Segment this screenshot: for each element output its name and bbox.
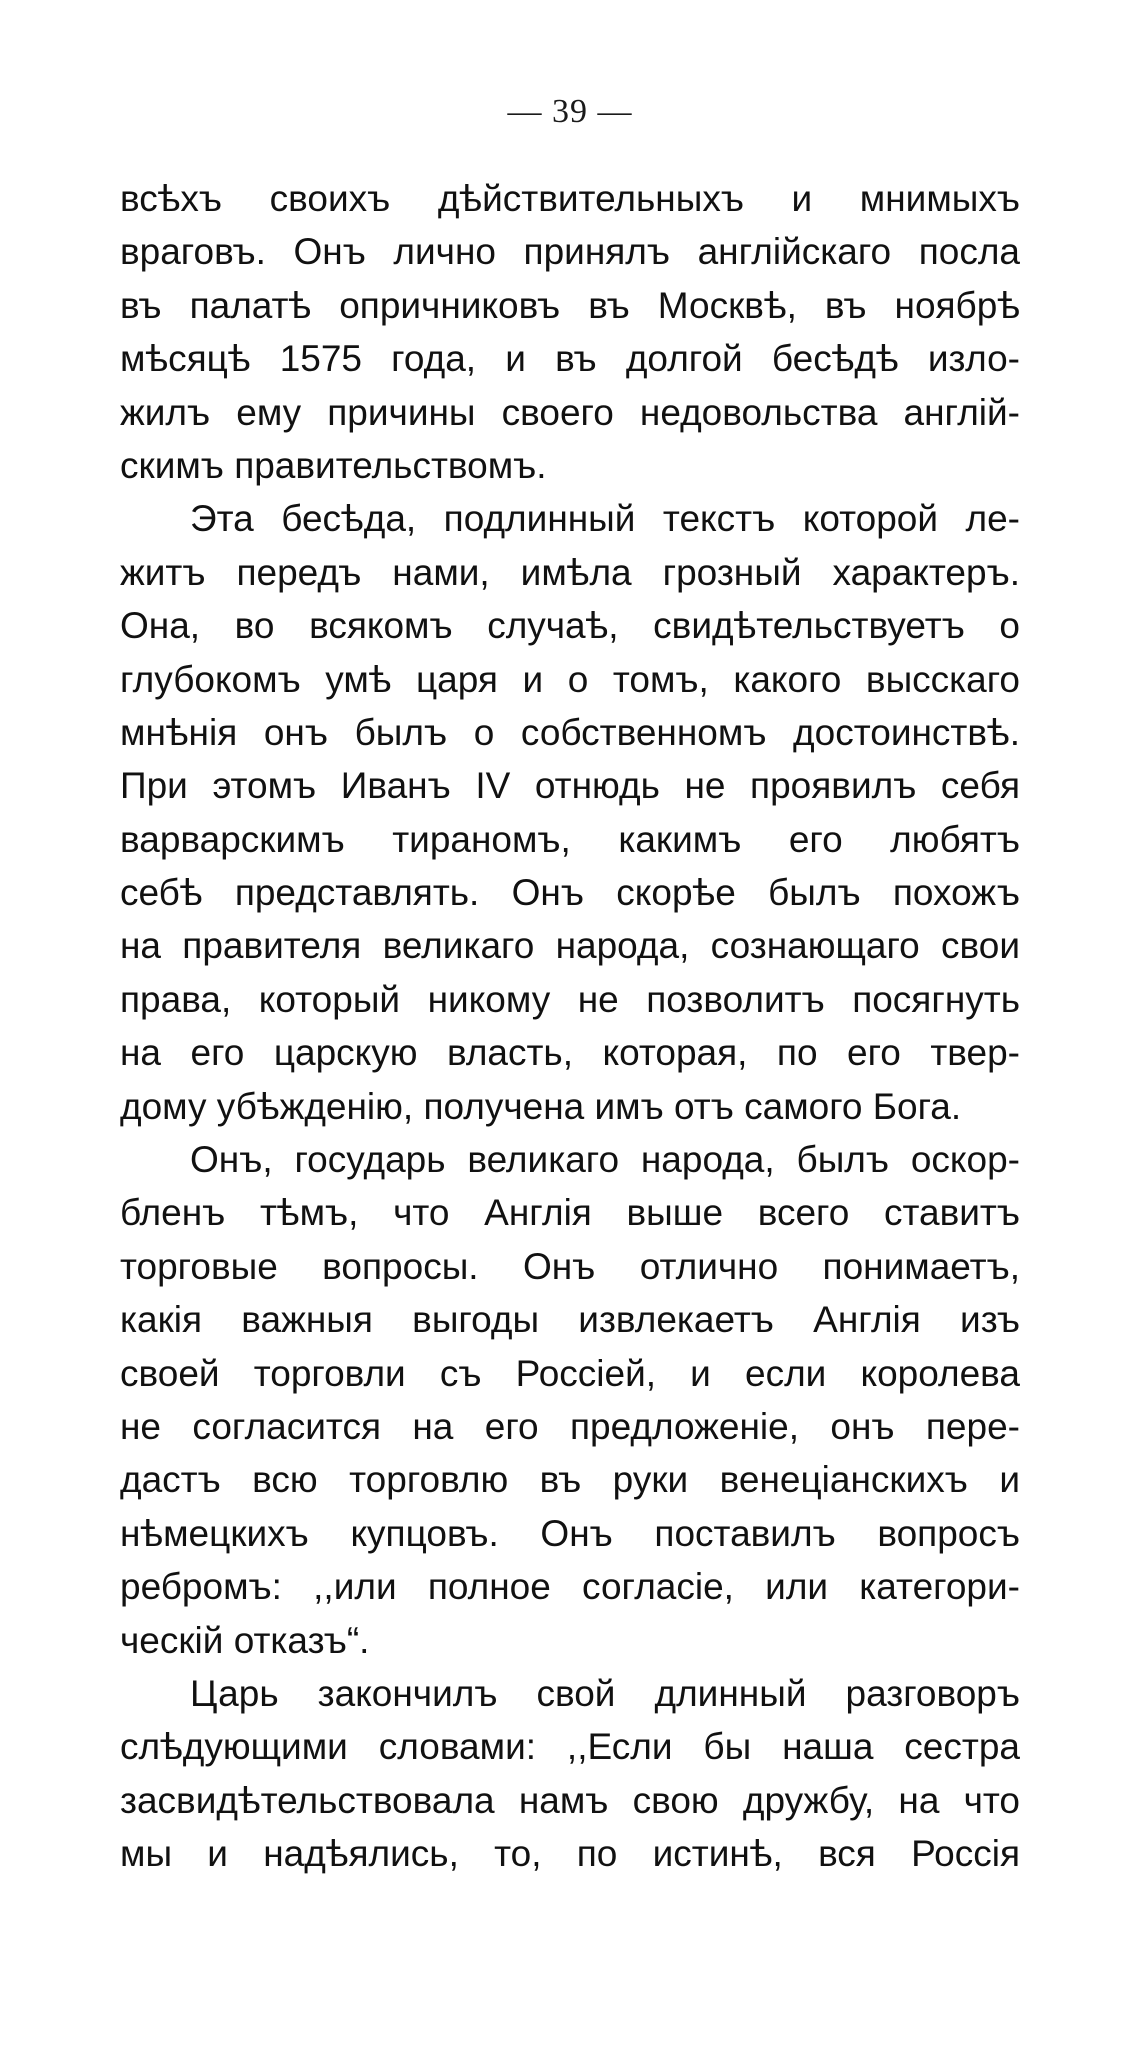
text-line: враговъ. Онъ лично принялъ англійскаго посла: [120, 231, 1020, 273]
text-line: варварскимъ тираномъ, какимъ его любятъ: [120, 818, 1020, 860]
text-line: на правителя великаго народа, сознающаго свои: [120, 925, 1020, 967]
page-number: — 39 —: [507, 93, 633, 130]
paragraph-3: [120, 1133, 1020, 1667]
text-line: себѣ представлять. Онъ скорѣе былъ похожъ: [120, 872, 1020, 914]
text-line: ческій отказъ“.: [120, 1619, 370, 1661]
text-line: всѣхъ своихъ дѣйствительныхъ и мнимыхъ: [120, 178, 1020, 219]
paragraph-2: [120, 492, 1020, 1133]
text-line: При этомъ Иванъ IV отнюдь не проявилъ себя: [120, 765, 1020, 807]
text-line: какія важныя выгоды извлекаетъ Англія изъ: [120, 1299, 1020, 1341]
text-line: не согласится на его предложеніе, онъ пере-: [120, 1405, 1020, 1447]
text-line: Она, во всякомъ случаѣ, свидѣтельствуетъ о: [120, 605, 1020, 647]
text-line: жилъ ему причины своего недовольства англій-: [120, 391, 1020, 433]
text-line: мѣсяцѣ 1575 года, и въ долгой бесѣдѣ изло-: [120, 338, 1020, 380]
text-line: глубокомъ умѣ царя и о томъ, какого высскаго: [120, 658, 1020, 700]
text-line: ребромъ: ,,или полное согласіе, или категори-: [120, 1566, 1020, 1608]
text-line: засвидѣтельствовала намъ свою дружбу, на что: [120, 1779, 1020, 1821]
paragraph-1: [120, 172, 1020, 492]
text-line: дому убѣжденію, получена имъ отъ самого Бога.: [120, 1085, 962, 1127]
text-line: мнѣнія онъ былъ о собственномъ достоинствѣ.: [120, 711, 1020, 753]
text-line: права, который никому не позволитъ посягнуть: [120, 978, 1020, 1020]
paragraph-4: [120, 1667, 1020, 1881]
text-line: Эта бесѣда, подлинный текстъ которой ле-: [190, 498, 1020, 540]
text-line: Царь закончилъ свой длинный разговоръ: [190, 1672, 1020, 1714]
text-line: на его царскую власть, которая, по его твер-: [120, 1032, 1020, 1074]
text-line: въ палатѣ опричниковъ въ Москвѣ, въ ноябрѣ: [120, 284, 1020, 326]
body-text: [120, 172, 1020, 1881]
text-line: своей торговли съ Россіей, и если королева: [120, 1352, 1020, 1394]
text-line: нѣмецкихъ купцовъ. Онъ поставилъ вопросъ: [120, 1512, 1020, 1554]
text-line: Онъ, государь великаго народа, былъ оскор-: [190, 1139, 1020, 1181]
text-line: торговые вопросы. Онъ отлично понимаетъ,: [120, 1245, 1020, 1287]
text-line: скимъ правительствомъ.: [120, 444, 547, 486]
text-line: житъ передъ нами, имѣла грозный характеръ.: [120, 551, 1020, 593]
text-line: дастъ всю торговлю въ руки венеціанскихъ и: [120, 1459, 1020, 1501]
text-line: бленъ тѣмъ, что Англія выше всего ставитъ: [120, 1192, 1020, 1234]
text-line: мы и надѣялись, то, по истинѣ, вся Россія: [120, 1833, 1020, 1875]
text-line: слѣдующими словами: ,,Если бы наша сестра: [120, 1726, 1020, 1768]
